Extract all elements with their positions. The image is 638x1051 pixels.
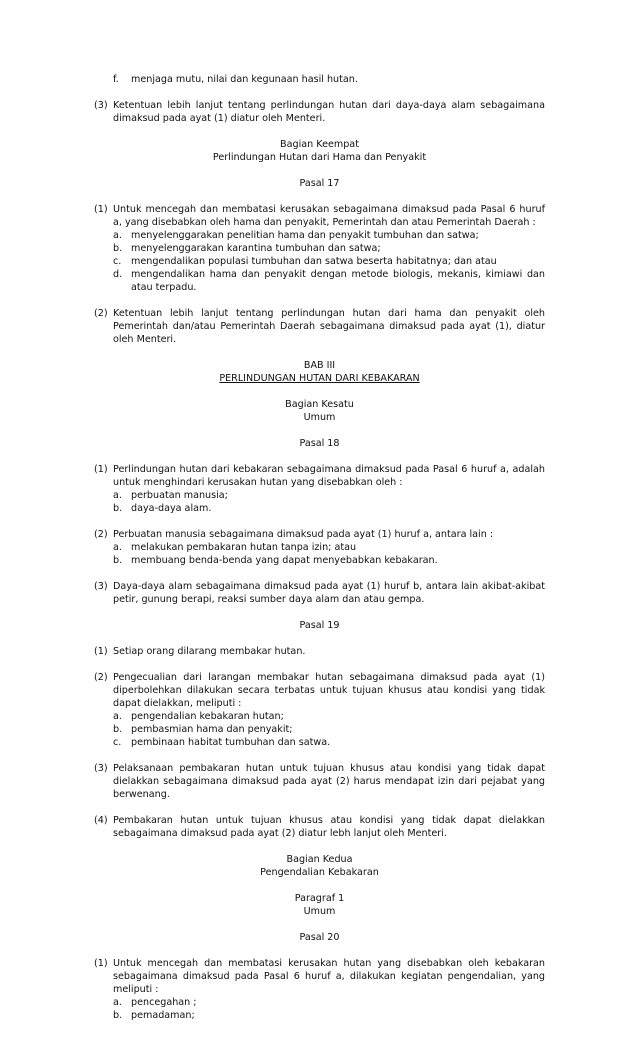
clause-item [94, 580, 545, 606]
clause-text: Setiap orang dilarang membakar hutan. [113, 646, 306, 657]
sub-item-text: mengendalikan hama dan penyakit dengan metode biologis, mekanis, kimiawi dan atau terpadu. [131, 269, 545, 293]
sub-item-text: menyelenggarakan karantina tumbuhan dan satwa; [131, 243, 381, 254]
clause-item [94, 203, 545, 294]
clause-number: (2) [94, 529, 108, 540]
clause-item [94, 73, 545, 86]
sub-item-text: menyelenggarakan penelitian hama dan penyakit tumbuhan dan satwa; [131, 230, 479, 241]
document-page [94, 73, 545, 1022]
sub-item-letter: d. [113, 269, 123, 280]
clause-text: Untuk mencegah dan membatasi kerusakan hutan yang disebabkan oleh kebakaran sebagaimana dimaksud pada Pasal 6 huruf a, dilakukan kegiatan pengendalian, yang meliputi : [113, 958, 545, 995]
clause-text: Pembakaran hutan untuk tujuan khusus atau kondisi yang tidak dapat dielakkan sebagaimana dimaksud pada ayat (2) diatur lebh lanjut oleh Menteri. [113, 815, 545, 839]
clause-number: (1) [94, 958, 108, 969]
section-heading [94, 398, 545, 424]
clause-number: (1) [94, 646, 108, 657]
clause-item [94, 463, 545, 515]
sub-item-text: pencegahan ; [131, 997, 197, 1008]
sub-item-letter: a. [113, 542, 122, 553]
clause-number: (3) [94, 763, 108, 774]
sub-item [113, 268, 545, 294]
sub-item-text: pengendalian kebakaran hutan; [131, 711, 284, 722]
sub-item-letter: c. [113, 256, 122, 267]
sub-item-text: membuang benda-benda yang dapat menyebabkan kebakaran. [131, 555, 438, 566]
clause-item [94, 99, 545, 125]
sub-item [113, 242, 545, 255]
clause-item [94, 307, 545, 346]
clause-text: Ketentuan lebih lanjut tentang perlindungan hutan dari hama dan penyakit oleh Pemerintah dan/atau Pemerintah Daerah sebagaimana dimaksud pada ayat (1), diatur oleh Menteri. [113, 308, 545, 345]
sub-item [113, 502, 545, 515]
section-heading [94, 619, 545, 632]
clause-item [94, 528, 545, 567]
heading-line: Paragraf 1 [294, 893, 345, 904]
section-heading [94, 437, 545, 450]
sub-item [113, 996, 545, 1009]
heading-line: Pengendalian Kebakaran [260, 867, 379, 878]
sub-item-letter: a. [113, 230, 122, 241]
section-heading [94, 138, 545, 164]
heading-line: Pasal 17 [299, 178, 340, 189]
clause-text: Untuk mencegah dan membatasi kerusakan sebagaimana dimaksud pada Pasal 6 huruf a, yang disebabkan oleh hama dan penyakit, Pemerintah dan atau Pemerintah Daerah : [113, 204, 545, 228]
sub-item-letter: a. [113, 490, 122, 501]
clause-text: Ketentuan lebih lanjut tentang perlindungan hutan dari daya-daya alam sebagaimana dimaksud pada ayat (1) diatur oleh Menteri. [113, 100, 545, 124]
heading-line: Umum [303, 412, 336, 423]
sub-item-letter: b. [113, 243, 123, 254]
sub-item-letter: b. [113, 724, 123, 735]
clause-item [94, 814, 545, 840]
clause-text: Perbuatan manusia sebagaimana dimaksud pada ayat (1) huruf a, antara lain : [113, 529, 494, 540]
sub-item [113, 723, 545, 736]
clause-text: Pengecualian dari larangan membakar hutan sebagaimana dimaksud pada ayat (1) diperbolehkan dilakukan secara terbatas untuk tujuan khusus atau kondisi yang tidak dapat dielakkan, meliputi : [113, 672, 545, 709]
sub-item [113, 1009, 545, 1022]
sub-item [113, 710, 545, 723]
sub-item-text: menjaga mutu, nilai dan kegunaan hasil hutan. [131, 74, 358, 85]
section-heading [94, 177, 545, 190]
sub-item [113, 554, 545, 567]
sub-item-text: pemadaman; [131, 1010, 195, 1021]
heading-line: Perlindungan Hutan dari Hama dan Penyakit [212, 152, 427, 163]
clause-number: (3) [94, 581, 108, 592]
sub-item-text: pembasmian hama dan penyakit; [131, 724, 293, 735]
heading-line: Bagian Kedua [286, 854, 353, 865]
heading-line: Bagian Keempat [280, 139, 359, 150]
clause-text: Pelaksanaan pembakaran hutan untuk tujuan khusus atau kondisi yang tidak dapat dielakkan sebagaimana dimaksud pada ayat (2) harus mendapat izin dari pejabat yang berwenang. [113, 763, 545, 800]
sub-item [113, 73, 545, 86]
heading-line: Pasal 19 [299, 620, 340, 631]
sub-item-letter: f. [113, 74, 119, 85]
sub-item-text: perbuatan manusia; [131, 490, 228, 501]
clause-item [94, 671, 545, 749]
heading-line: Pasal 18 [299, 438, 340, 449]
sub-item-letter: b. [113, 1010, 123, 1021]
sub-item-letter: c. [113, 737, 122, 748]
clause-number: (4) [94, 815, 108, 826]
clause-item [94, 645, 545, 658]
clause-text: Daya-daya alam sebagaimana dimaksud pada ayat (1) huruf b, antara lain akibat-akibat petir, gunung berapi, reaksi sumber daya alam dan atau gempa. [113, 581, 545, 605]
clause-number: (3) [94, 100, 108, 111]
section-heading [94, 359, 545, 385]
clause-number: (1) [94, 464, 108, 475]
section-heading [94, 931, 545, 944]
section-heading [94, 853, 545, 879]
clause-number: (2) [94, 308, 108, 319]
sub-item [113, 736, 545, 749]
sub-item-letter: a. [113, 711, 122, 722]
sub-item [113, 229, 545, 242]
sub-item-text: daya-daya alam. [131, 503, 212, 514]
clause-item [94, 762, 545, 801]
clause-number: (1) [94, 204, 108, 215]
clause-text: Perlindungan hutan dari kebakaran sebagaimana dimaksud pada Pasal 6 huruf a, adalah untuk menghindari kerusakan hutan yang disebabkan oleh : [113, 464, 545, 488]
heading-line: Pasal 20 [299, 932, 340, 943]
heading-line: PERLINDUNGAN HUTAN DARI KEBAKARAN [219, 373, 420, 384]
sub-item-letter: a. [113, 997, 122, 1008]
sub-item-text: mengendalikan populasi tumbuhan dan satwa beserta habitatnya; dan atau [131, 256, 497, 267]
sub-item [113, 255, 545, 268]
heading-line: Bagian Kesatu [285, 399, 354, 410]
section-heading [94, 892, 545, 918]
sub-item-letter: b. [113, 555, 123, 566]
sub-item [113, 489, 545, 502]
heading-line: Umum [303, 906, 336, 917]
sub-item [113, 541, 545, 554]
sub-item-text: melakukan pembakaran hutan tanpa izin; atau [131, 542, 357, 553]
clause-number: (2) [94, 672, 108, 683]
sub-item-text: pembinaan habitat tumbuhan dan satwa. [131, 737, 331, 748]
sub-item-letter: b. [113, 503, 123, 514]
heading-line: BAB III [303, 360, 336, 371]
clause-item [94, 957, 545, 1022]
